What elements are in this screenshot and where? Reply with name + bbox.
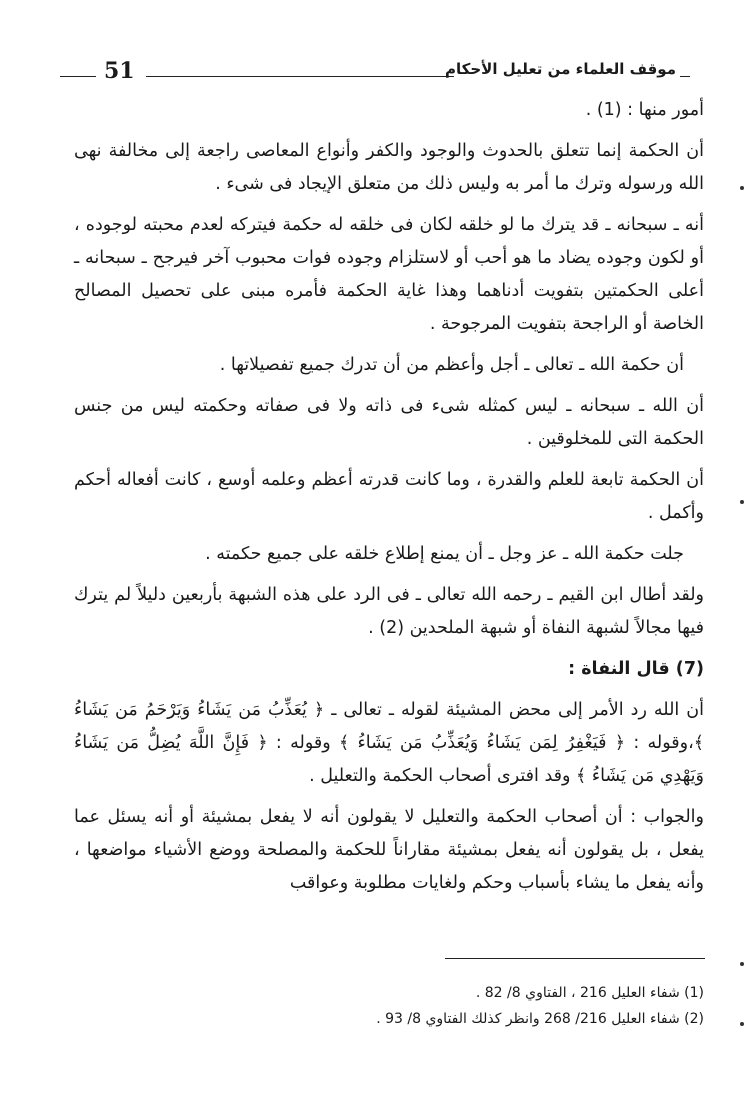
paragraph: والجواب : أن أصحاب الحكمة والتعليل لا يقولون أنه لا يفعل بمشيئة أو أنه يسئل عما يفعل ، بل يقولون أنه يفعل بمشيئة مقاراناً للحكمة والمصلحة ووضع الأشياء مواضعها ، وأنه يفعل ما يشاء بأسباب وحكم ولغايات مطلوبة وعواقب bbox=[74, 807, 704, 893]
paragraph: جلت حكمة الله ـ عز وجل ـ أن يمنع إطلاع خلقه على جميع حكمته . bbox=[205, 544, 684, 564]
page-header bbox=[60, 58, 690, 92]
paragraph: أن الحكمة تابعة للعلم والقدرة ، وما كانت قدرته أعظم وعلمه أوسع ، كانت أفعاله أحكم وأكمل . bbox=[74, 470, 704, 523]
section-heading: (7) قال النفاة : bbox=[568, 659, 704, 679]
scan-speck bbox=[740, 186, 744, 190]
paragraph: أن حكمة الله ـ تعالى ـ أجل وأعظم من أن تدرك جميع تفصيلاتها . bbox=[219, 355, 684, 375]
paragraph: ولقد أطال ابن القيم ـ رحمه الله تعالى ـ فى الرد على هذه الشبهة بأربعين دليلاً لم يترك فيها مجالاً لشبهة النفاة أو شبهة الملحدين (2) . bbox=[74, 585, 704, 638]
header-rule-middle bbox=[146, 76, 454, 77]
running-title: موقف العلماء من تعليل الأحكام bbox=[445, 60, 676, 78]
header-rule-left bbox=[60, 76, 96, 77]
footnote: (1) شفاء العليل 216 ، الفتاوي 8/ 82 . bbox=[475, 985, 704, 1001]
paragraph: أن الله ـ سبحانه ـ ليس كمثله شىء فى ذاته ولا فى صفاته وحكمته ليس من جنس الحكمة التى للمخلوقين . bbox=[74, 396, 704, 449]
footnote-separator bbox=[445, 958, 705, 959]
paragraph: أنه ـ سبحانه ـ قد يترك ما لو خلقه لكان فى خلقه له حكمة فيتركه لعدم محبته لوجوده ، أو لكون وجوده يضاد ما هو أحب أو لاستلزام وجوده فوات محبوب آخر فيرجح ـ سبحانه ـ أعلى الحكمتين بتفويت أدناهما وهذا غاية الحكمة فأمره مبنى على تحصيل المصالح الخاصة أو الراجحة بتفويت المرجوحة . bbox=[74, 215, 704, 334]
footnote: (2) شفاء العليل 216/ 268 وانظر كذلك الفتاوي 8/ 93 . bbox=[376, 1011, 704, 1027]
header-rule-right bbox=[680, 76, 690, 77]
paragraph: أمور منها : (1) . bbox=[585, 100, 704, 120]
scan-speck bbox=[740, 500, 744, 504]
scan-speck bbox=[740, 1022, 744, 1026]
scan-speck bbox=[740, 962, 744, 966]
paragraph: أن الله رد الأمر إلى محض المشيئة لقوله ـ تعالى ـ ﴿ يُعَذِّبُ مَن يَشَاءُ وَيَرْحَمُ مَن يَشَاءُ ﴾،وقوله : ﴿ فَيَغْفِرُ لِمَن يَشَاءُ وَيُعَذِّبُ مَن يَشَاءُ ﴾ وقوله : ﴿ فَإِنَّ اللَّهَ يُضِلُّ مَن يَشَاءُ وَيَهْدِي مَن يَشَاءُ ﴾ وقد افترى أصحاب الحكمة والتعليل . bbox=[74, 700, 704, 786]
footnotes bbox=[300, 980, 704, 1032]
body-text bbox=[74, 94, 704, 908]
paragraph: أن الحكمة إنما تتعلق بالحدوث والوجود والكفر وأنواع المعاصى راجعة إلى مخالفة نهى الله ورسوله وترك ما أمر به وليس ذلك من متعلق الإيجاد فى شىء . bbox=[74, 141, 704, 194]
page-number: 51 bbox=[104, 58, 135, 84]
